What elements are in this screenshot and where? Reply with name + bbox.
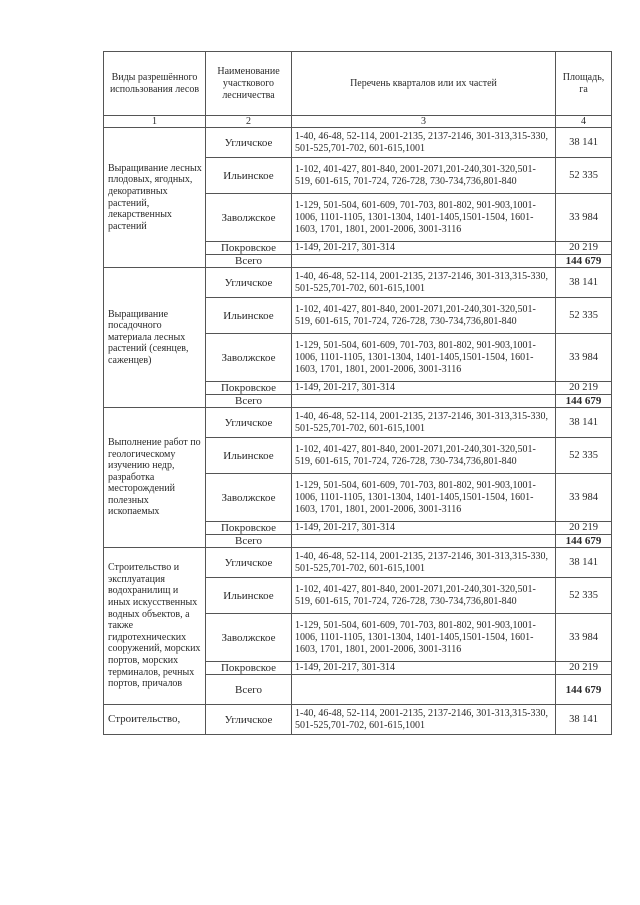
total-empty-cell [292, 675, 556, 705]
area-cell: 33 984 [556, 334, 612, 382]
quarters-cell: 1-129, 501-504, 601-609, 701-703, 801-802, 901-903,1001-1006, 1101-1105, 1301-1304, 1401-1405,1501-1504, 1601-1603, 1701, 1801, 2001-2006, 3001-3116 [292, 194, 556, 242]
area-cell: 20 219 [556, 662, 612, 675]
col-number: 2 [206, 116, 292, 128]
total-label: Всего [206, 395, 292, 408]
area-cell: 38 141 [556, 128, 612, 158]
table-row [104, 128, 612, 158]
quarters-cell: 1-40, 46-48, 52-114, 2001-2135, 2137-2146, 301-313,315-330, 501-525,701-702, 601-615,1001 [292, 128, 556, 158]
total-empty-cell [292, 535, 556, 548]
column-number-row [104, 116, 612, 128]
forest-use-table [103, 51, 612, 735]
district-cell: Ильинское [206, 438, 292, 474]
area-cell: 33 984 [556, 474, 612, 522]
table-row [104, 548, 612, 578]
quarters-cell: 1-149, 201-217, 301-314 [292, 242, 556, 255]
quarters-cell: 1-129, 501-504, 601-609, 701-703, 801-802, 901-903,1001-1006, 1101-1105, 1301-1304, 1401-1405,1501-1504, 1601-1603, 1701, 1801, 2001-2006, 3001-3116 [292, 334, 556, 382]
total-value: 144 679 [556, 395, 612, 408]
quarters-cell: 1-149, 201-217, 301-314 [292, 382, 556, 395]
district-cell: Ильинское [206, 578, 292, 614]
area-cell: 38 141 [556, 408, 612, 438]
total-empty-cell [292, 395, 556, 408]
district-cell: Ильинское [206, 298, 292, 334]
district-cell: Покровское [206, 242, 292, 255]
header-quarters: Перечень кварталов или их частей [292, 52, 556, 116]
district-cell: Угличское [206, 128, 292, 158]
total-label: Всего [206, 535, 292, 548]
total-empty-cell [292, 255, 556, 268]
area-cell: 38 141 [556, 548, 612, 578]
quarters-cell: 1-149, 201-217, 301-314 [292, 522, 556, 535]
area-cell: 52 335 [556, 578, 612, 614]
district-cell: Покровское [206, 522, 292, 535]
header-district: Наименование участкового лесничества [206, 52, 292, 116]
table-row [104, 705, 612, 735]
area-cell: 52 335 [556, 158, 612, 194]
col-number: 4 [556, 116, 612, 128]
area-cell: 38 141 [556, 705, 612, 735]
quarters-cell: 1-149, 201-217, 301-314 [292, 662, 556, 675]
area-cell: 52 335 [556, 298, 612, 334]
area-cell: 33 984 [556, 614, 612, 662]
district-cell: Угличское [206, 268, 292, 298]
use-type-cell: Выращивание посадочного материала лесных растений (сеянцев, саженцев) [104, 268, 206, 408]
use-type-cell: Строительство, [104, 705, 206, 735]
area-cell: 20 219 [556, 382, 612, 395]
use-type-cell: Выращивание лесных плодовых, ягодных, декоративных растений, лекарственных растений [104, 128, 206, 268]
total-label: Всего [206, 675, 292, 705]
district-cell: Заволжское [206, 614, 292, 662]
area-cell: 38 141 [556, 268, 612, 298]
total-value: 144 679 [556, 675, 612, 705]
quarters-cell: 1-102, 401-427, 801-840, 2001-2071,201-240,301-320,501-519, 601-615, 701-724, 726-728, 730-734,736,801-840 [292, 578, 556, 614]
use-type-cell: Выполнение работ по геологическому изучению недр, разработка месторождений полезных ископаемых [104, 408, 206, 548]
area-cell: 20 219 [556, 522, 612, 535]
area-cell: 20 219 [556, 242, 612, 255]
col-number: 3 [292, 116, 556, 128]
district-cell: Угличское [206, 548, 292, 578]
area-cell: 52 335 [556, 438, 612, 474]
total-label: Всего [206, 255, 292, 268]
total-value: 144 679 [556, 535, 612, 548]
quarters-cell: 1-40, 46-48, 52-114, 2001-2135, 2137-2146, 301-313,315-330, 501-525,701-702, 601-615,1001 [292, 548, 556, 578]
quarters-cell: 1-102, 401-427, 801-840, 2001-2071,201-240,301-320,501-519, 601-615, 701-724, 726-728, 730-734,736,801-840 [292, 158, 556, 194]
table-header-row [104, 52, 612, 116]
header-use-type: Виды разрешённого использования лесов [104, 52, 206, 116]
table-row [104, 408, 612, 438]
district-cell: Заволжское [206, 334, 292, 382]
quarters-cell: 1-102, 401-427, 801-840, 2001-2071,201-240,301-320,501-519, 601-615, 701-724, 726-728, 730-734,736,801-840 [292, 298, 556, 334]
district-cell: Заволжское [206, 194, 292, 242]
quarters-cell: 1-129, 501-504, 601-609, 701-703, 801-802, 901-903,1001-1006, 1101-1105, 1301-1304, 1401-1405,1501-1504, 1601-1603, 1701, 1801, 2001-2006, 3001-3116 [292, 614, 556, 662]
col-number: 1 [104, 116, 206, 128]
district-cell: Заволжское [206, 474, 292, 522]
quarters-cell: 1-40, 46-48, 52-114, 2001-2135, 2137-2146, 301-313,315-330, 501-525,701-702, 601-615,1001 [292, 268, 556, 298]
quarters-cell: 1-129, 501-504, 601-609, 701-703, 801-802, 901-903,1001-1006, 1101-1105, 1301-1304, 1401-1405,1501-1504, 1601-1603, 1701, 1801, 2001-2006, 3001-3116 [292, 474, 556, 522]
district-cell: Ильинское [206, 158, 292, 194]
district-cell: Покровское [206, 382, 292, 395]
table-row [104, 268, 612, 298]
quarters-cell: 1-40, 46-48, 52-114, 2001-2135, 2137-2146, 301-313,315-330, 501-525,701-702, 601-615,1001 [292, 408, 556, 438]
use-type-cell: Строительство и эксплуатация водохранилищ и иных искусственных водных объектов, а также гидротехнических сооружений, морских портов, морских терминалов, речных портов, причалов [104, 548, 206, 705]
quarters-cell: 1-40, 46-48, 52-114, 2001-2135, 2137-2146, 301-313,315-330, 501-525,701-702, 601-615,1001 [292, 705, 556, 735]
district-cell: Угличское [206, 408, 292, 438]
total-value: 144 679 [556, 255, 612, 268]
header-area: Площадь, га [556, 52, 612, 116]
area-cell: 33 984 [556, 194, 612, 242]
quarters-cell: 1-102, 401-427, 801-840, 2001-2071,201-240,301-320,501-519, 601-615, 701-724, 726-728, 730-734,736,801-840 [292, 438, 556, 474]
district-cell: Покровское [206, 662, 292, 675]
district-cell: Угличское [206, 705, 292, 735]
